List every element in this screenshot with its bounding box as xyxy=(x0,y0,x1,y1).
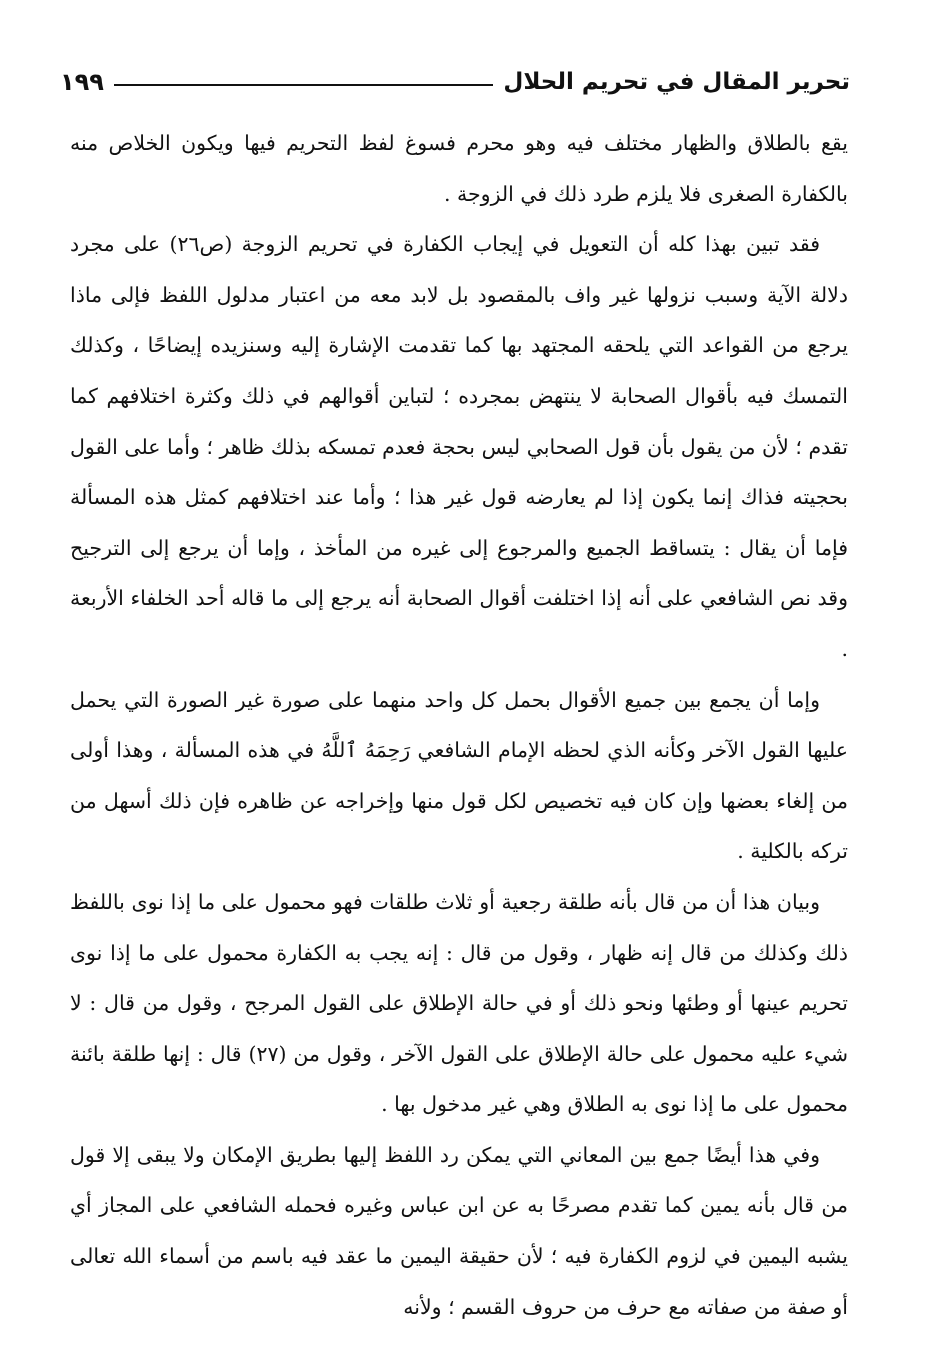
paragraph: وإما أن يجمع بين جميع الأقوال بحمل كل واحد منهما على صورة غير الصورة التي يحمل عليها القول الآخر وكأنه الذي لحظه الإمام الشافعي رَحِمَهُ ٱللَّهُ في هذه المسألة ، وهذا أولى من إلغاء بعضها وإن كان فيه تخصيص لكل قول منها وإخراجه عن ظاهره فإن ذلك أسهل من تركه بالكلية . xyxy=(70,687,848,864)
paragraph-continued: يقع بالطلاق والظهار مختلف فيه وهو محرم فسوغ لفظ التحريم فيها ويكون الخلاص منه بالكفارة الصغرى فلا يلزم طرد ذلك في الزوجة . xyxy=(70,131,848,206)
running-header xyxy=(60,62,850,102)
paragraph: فقد تبين بهذا كله أن التعويل في إيجاب الكفارة في تحريم الزوجة (ص٢٦) على مجرد دلالة الآية وسبب نزولها غير واف بالمقصود بل لابد معه من اعتبار مدلول اللفظ فإلى ماذا يرجع من القواعد التي يلحقه المجتهد بها كما تقدمت الإشارة إليه وسنزيده إيضاحًا ، وكذلك التمسك فيه بأقوال الصحابة لا ينتهض بمجرده ؛ لتباين أقوالهم في ذلك وكثرة اختلافهم كما تقدم ؛ لأن من يقول بأن قول الصحابي ليس بحجة فعدم تمسكه بذلك ظاهر ؛ وأما على القول بحجيته فذاك إنما يكون إذا لم يعارضه قول غير هذا ؛ وأما عند اختلافهم كمثل هذه المسألة فإما أن يقال : يتساقط الجميع والمرجوع إلى غيره من المأخذ ، وإما أن يرجع إلى الترجيح وقد نص الشافعي على أنه إذا اختلفت أقوال الصحابة أنه يرجع إلى ما قاله أحد الخلفاء الأربعة . xyxy=(70,232,848,661)
page-number: ١٩٩ xyxy=(60,68,104,96)
paragraph: وفي هذا أيضًا جمع بين المعاني التي يمكن رد اللفظ إليها بطريق الإمكان ولا يبقى إلا قول من قال بأنه يمين كما تقدم مصرحًا به عن ابن عباس وغيره فحمله الشافعي على المجاز أي يشبه اليمين في لزوم الكفارة فيه ؛ لأن حقيقة اليمين ما عقد فيه باسم من أسماء الله تعالى أو صفة من صفاته مع حرف من حروف القسم ؛ ولأنه xyxy=(70,1142,848,1319)
paragraph: وبيان هذا أن من قال بأنه طلقة رجعية أو ثلاث طلقات فهو محمول على ما إذا نوى باللفظ ذلك وكذلك من قال إنه ظهار ، وقول من قال : إنه يجب به الكفارة محمول على ما إذا نوى تحريم عينها أو وطئها ونحو ذلك أو في حالة الإطلاق على القول المرجح ، وقول من قال : لا شيء عليه محمول على حالة الإطلاق على القول الآخر ، وقول من (٢٧) قال : إنها طلقة بائنة محمول على ما إذا نوى به الطلاق وهي غير مدخول بها . xyxy=(70,889,848,1117)
book-title: تحرير المقال في تحريم الحلال xyxy=(503,69,850,95)
page-body xyxy=(70,118,848,1332)
header-rule xyxy=(114,84,493,86)
